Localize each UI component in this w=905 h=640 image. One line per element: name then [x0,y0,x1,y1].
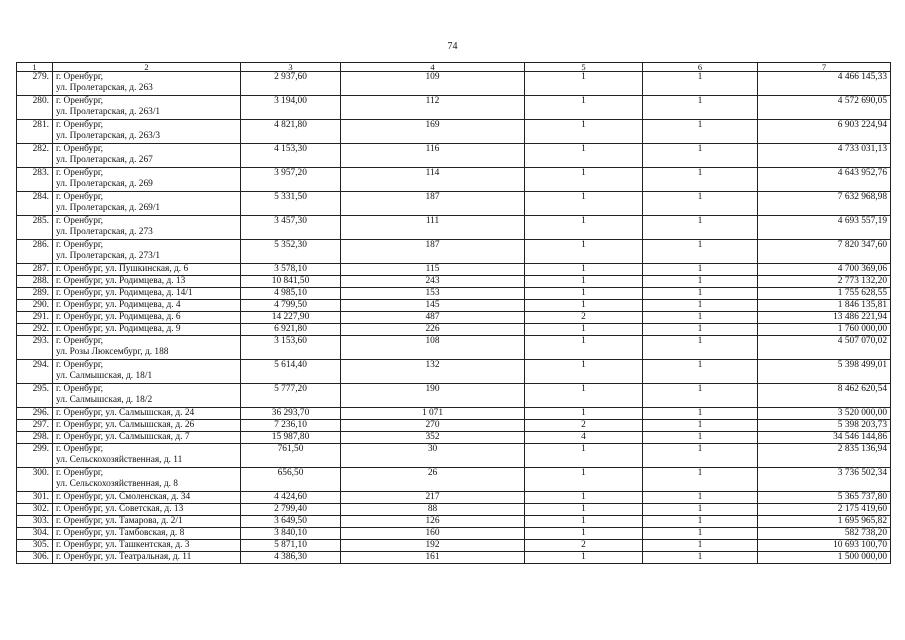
residents-cell: 30 [341,444,525,468]
header-cell: 7 [758,63,891,72]
table-row [17,324,891,336]
column-5-cell: 1 [525,240,643,264]
header-cell: 5 [525,63,643,72]
address-cell [53,384,241,408]
address-line: г. Оренбург, ул. Ташкентская, д. 3 [56,540,190,550]
header-cell: 6 [643,63,758,72]
address-line: ул. Розы Люксембург, д. 188 [56,347,169,357]
column-5-cell: 1 [525,168,643,192]
row-number-cell: 304. [17,528,53,540]
row-number-cell: 288. [17,276,53,288]
area-cell: 4 821,80 [241,120,341,144]
column-5-cell: 1 [525,408,643,420]
area-cell: 6 921,80 [241,324,341,336]
amount-cell: 1 755 628,55 [758,288,891,300]
amount-cell: 1 695 965,82 [758,516,891,528]
amount-cell: 8 462 620,54 [758,384,891,408]
column-6-cell: 1 [643,264,758,276]
row-number-cell: 303. [17,516,53,528]
address-cell [53,492,241,504]
address-line: г. Оренбург, ул. Театральная, д. 11 [56,552,192,562]
address-cell [53,468,241,492]
address-cell [53,72,241,96]
row-number-cell: 283. [17,168,53,192]
residents-cell: 126 [341,516,525,528]
area-cell: 3 153,60 [241,336,341,360]
address-cell [53,504,241,516]
area-cell: 5 331,50 [241,192,341,216]
area-cell: 4 799,50 [241,300,341,312]
row-number-cell: 299. [17,444,53,468]
address-line: г. Оренбург, ул. Салмышская, д. 26 [56,420,195,430]
column-6-cell: 1 [643,492,758,504]
column-5-cell: 1 [525,276,643,288]
column-number-header [17,63,891,72]
address-line: ул. Салмышская, д. 18/2 [56,395,153,405]
address-line: ул. Пролетарская, д. 263/1 [56,107,161,117]
amount-cell: 13 486 221,94 [758,312,891,324]
address-cell [53,420,241,432]
row-number-cell: 280. [17,96,53,120]
address-cell [53,120,241,144]
row-number-cell: 279. [17,72,53,96]
table-row [17,276,891,288]
column-5-cell: 2 [525,420,643,432]
column-5-cell: 1 [525,192,643,216]
residents-cell: 111 [341,216,525,240]
table-row [17,504,891,516]
row-number-cell: 291. [17,312,53,324]
amount-cell: 2 773 132,20 [758,276,891,288]
column-5-cell: 1 [525,120,643,144]
address-cell [53,240,241,264]
row-number-cell: 290. [17,300,53,312]
address-line: г. Оренбург, [56,216,104,226]
table-row [17,96,891,120]
column-5-cell: 1 [525,144,643,168]
address-line: г. Оренбург, [56,468,104,478]
row-number-cell: 297. [17,420,53,432]
address-line: г. Оренбург, [56,96,104,106]
address-cell [53,528,241,540]
row-number-cell: 289. [17,288,53,300]
address-line: ул. Пролетарская, д. 273/1 [56,251,161,261]
address-cell [53,360,241,384]
column-5-cell: 1 [525,516,643,528]
column-5-cell: 2 [525,312,643,324]
address-cell [53,444,241,468]
residents-cell: 192 [341,540,525,552]
residents-cell: 243 [341,276,525,288]
table-row [17,120,891,144]
column-5-cell: 1 [525,384,643,408]
column-6-cell: 1 [643,324,758,336]
address-cell [53,276,241,288]
address-line: ул. Пролетарская, д. 263/3 [56,131,161,141]
column-6-cell: 1 [643,408,758,420]
column-6-cell: 1 [643,444,758,468]
amount-cell: 5 398 499,01 [758,360,891,384]
address-line: ул. Пролетарская, д. 269 [56,179,153,189]
column-6-cell: 1 [643,384,758,408]
address-line: г. Оренбург, [56,444,104,454]
address-line: г. Оренбург, [56,336,104,346]
address-cell [53,300,241,312]
address-line: г. Оренбург, ул. Советская, д. 13 [56,504,184,514]
amount-cell: 1 500 000,00 [758,552,891,564]
residents-cell: 132 [341,360,525,384]
row-number-cell: 287. [17,264,53,276]
area-cell: 5 614,40 [241,360,341,384]
table-row [17,444,891,468]
address-line: г. Оренбург, ул. Родимцева, д. 6 [56,312,181,322]
area-cell: 14 227,90 [241,312,341,324]
table-row [17,72,891,96]
area-cell: 3 194,00 [241,96,341,120]
column-5-cell: 1 [525,288,643,300]
amount-cell: 4 643 952,76 [758,168,891,192]
address-line: г. Оренбург, ул. Пушкинская, д. 6 [56,264,189,274]
housing-table [16,62,891,564]
address-line: ул. Сельскохозяйственная, д. 11 [56,455,183,465]
address-line: г. Оренбург, [56,168,104,178]
address-line: ул. Пролетарская, д. 267 [56,155,153,165]
row-number-cell: 295. [17,384,53,408]
address-line: г. Оренбург, ул. Салмышская, д. 7 [56,432,190,442]
address-line: ул. Пролетарская, д. 263 [56,83,153,93]
area-cell: 5 352,30 [241,240,341,264]
residents-cell: 187 [341,192,525,216]
table-row [17,168,891,192]
address-cell [53,288,241,300]
column-6-cell: 1 [643,192,758,216]
row-number-cell: 305. [17,540,53,552]
table-row [17,312,891,324]
address-cell [53,264,241,276]
column-5-cell: 1 [525,504,643,516]
address-line: г. Оренбург, [56,360,104,370]
amount-cell: 2 175 419,60 [758,504,891,516]
area-cell: 7 236,10 [241,420,341,432]
column-5-cell: 1 [525,96,643,120]
area-cell: 3 457,30 [241,216,341,240]
column-5-cell: 1 [525,72,643,96]
header-cell: 4 [341,63,525,72]
header-cell: 1 [17,63,53,72]
residents-cell: 217 [341,492,525,504]
address-line: г. Оренбург, ул. Смоленская, д. 34 [56,492,191,502]
amount-cell: 3 520 000,00 [758,408,891,420]
address-line: г. Оренбург, ул. Родимцева, д. 9 [56,324,181,334]
amount-cell: 4 733 031,13 [758,144,891,168]
column-5-cell: 1 [525,336,643,360]
address-cell [53,168,241,192]
area-cell: 3 578,10 [241,264,341,276]
address-cell [53,552,241,564]
area-cell: 656,50 [241,468,341,492]
column-6-cell: 1 [643,240,758,264]
row-number-cell: 292. [17,324,53,336]
address-line: ул. Пролетарская, д. 273 [56,227,153,237]
area-cell: 2 799,40 [241,504,341,516]
header-cell: 3 [241,63,341,72]
address-line: г. Оренбург, [56,192,104,202]
area-cell: 761,50 [241,444,341,468]
residents-cell: 161 [341,552,525,564]
residents-cell: 116 [341,144,525,168]
area-cell: 3 840,10 [241,528,341,540]
column-6-cell: 1 [643,288,758,300]
column-6-cell: 1 [643,516,758,528]
row-number-cell: 282. [17,144,53,168]
residents-cell: 187 [341,240,525,264]
column-5-cell: 2 [525,540,643,552]
address-line: г. Оренбург, ул. Родимцева, д. 14/1 [56,288,193,298]
column-6-cell: 1 [643,420,758,432]
table-row [17,468,891,492]
row-number-cell: 301. [17,492,53,504]
column-6-cell: 1 [643,528,758,540]
column-5-cell: 1 [525,264,643,276]
residents-cell: 115 [341,264,525,276]
table-row [17,408,891,420]
column-6-cell: 1 [643,312,758,324]
address-cell [53,336,241,360]
column-6-cell: 1 [643,72,758,96]
residents-cell: 352 [341,432,525,444]
residents-cell: 114 [341,168,525,192]
column-5-cell: 1 [525,324,643,336]
address-line: г. Оренбург, ул. Салмышская, д. 24 [56,408,195,418]
address-line: г. Оренбург, [56,72,104,82]
column-6-cell: 1 [643,144,758,168]
residents-cell: 169 [341,120,525,144]
residents-cell: 190 [341,384,525,408]
table-row [17,360,891,384]
address-line: г. Оренбург, ул. Тамарова, д. 2/1 [56,516,183,526]
residents-cell: 145 [341,300,525,312]
column-6-cell: 1 [643,276,758,288]
amount-cell: 6 903 224,94 [758,120,891,144]
column-6-cell: 1 [643,168,758,192]
amount-cell: 34 546 144,86 [758,432,891,444]
amount-cell: 10 693 100,70 [758,540,891,552]
table-row [17,552,891,564]
residents-cell: 112 [341,96,525,120]
amount-cell: 7 820 347,60 [758,240,891,264]
amount-cell: 4 700 369,06 [758,264,891,276]
residents-cell: 108 [341,336,525,360]
residents-cell: 270 [341,420,525,432]
area-cell: 5 871,10 [241,540,341,552]
address-line: г. Оренбург, ул. Тамбовская, д. 8 [56,528,185,538]
row-number-cell: 298. [17,432,53,444]
page-number: 74 [447,41,458,52]
column-6-cell: 1 [643,468,758,492]
amount-cell: 7 632 968,98 [758,192,891,216]
table-row [17,492,891,504]
address-line: г. Оренбург, [56,240,104,250]
residents-cell: 153 [341,288,525,300]
residents-cell: 226 [341,324,525,336]
table-row [17,528,891,540]
row-number-cell: 306. [17,552,53,564]
column-6-cell: 1 [643,504,758,516]
column-6-cell: 1 [643,300,758,312]
column-6-cell: 1 [643,120,758,144]
area-cell: 3 649,50 [241,516,341,528]
column-6-cell: 1 [643,540,758,552]
residents-cell: 160 [341,528,525,540]
residents-cell: 1 071 [341,408,525,420]
address-cell [53,324,241,336]
row-number-cell: 281. [17,120,53,144]
amount-cell: 4 507 070,02 [758,336,891,360]
row-number-cell: 294. [17,360,53,384]
row-number-cell: 300. [17,468,53,492]
address-line: г. Оренбург, ул. Родимцева, д. 4 [56,300,181,310]
address-line: ул. Сельскохозяйственная, д. 8 [56,479,178,489]
area-cell: 15 987,80 [241,432,341,444]
area-cell: 2 937,60 [241,72,341,96]
address-cell [53,312,241,324]
row-number-cell: 286. [17,240,53,264]
address-cell [53,192,241,216]
area-cell: 5 777,20 [241,384,341,408]
address-line: г. Оренбург, [56,144,104,154]
amount-cell: 4 572 690,05 [758,96,891,120]
row-number-cell: 285. [17,216,53,240]
table-row [17,336,891,360]
column-5-cell: 1 [525,468,643,492]
residents-cell: 88 [341,504,525,516]
table-row [17,144,891,168]
table-row [17,192,891,216]
address-line: г. Оренбург, [56,120,104,130]
address-cell [53,432,241,444]
table-row [17,516,891,528]
address-line: ул. Салмышская, д. 18/1 [56,371,153,381]
amount-cell: 5 365 737,80 [758,492,891,504]
amount-cell: 582 738,20 [758,528,891,540]
column-5-cell: 1 [525,300,643,312]
column-5-cell: 1 [525,444,643,468]
column-6-cell: 1 [643,432,758,444]
column-6-cell: 1 [643,360,758,384]
address-cell [53,516,241,528]
residents-cell: 26 [341,468,525,492]
address-cell [53,216,241,240]
area-cell: 4 386,30 [241,552,341,564]
column-5-cell: 1 [525,360,643,384]
row-number-cell: 293. [17,336,53,360]
column-5-cell: 1 [525,216,643,240]
column-5-cell: 1 [525,552,643,564]
table-row [17,300,891,312]
area-cell: 3 957,20 [241,168,341,192]
column-5-cell: 1 [525,492,643,504]
area-cell: 36 293,70 [241,408,341,420]
header-cell: 2 [53,63,241,72]
column-5-cell: 1 [525,528,643,540]
column-6-cell: 1 [643,336,758,360]
address-line: г. Оренбург, ул. Родимцева, д. 13 [56,276,186,286]
address-cell [53,96,241,120]
area-cell: 4 985,10 [241,288,341,300]
amount-cell: 3 736 502,34 [758,468,891,492]
amount-cell: 1 760 000,00 [758,324,891,336]
address-cell [53,540,241,552]
area-cell: 4 153,30 [241,144,341,168]
residents-cell: 109 [341,72,525,96]
column-6-cell: 1 [643,552,758,564]
amount-cell: 5 398 203,73 [758,420,891,432]
table-row [17,240,891,264]
table-row [17,432,891,444]
address-cell [53,408,241,420]
table-row [17,264,891,276]
row-number-cell: 296. [17,408,53,420]
row-number-cell: 284. [17,192,53,216]
address-line: ул. Пролетарская, д. 269/1 [56,203,161,213]
area-cell: 10 841,50 [241,276,341,288]
row-number-cell: 302. [17,504,53,516]
area-cell: 4 424,60 [241,492,341,504]
amount-cell: 4 693 557,19 [758,216,891,240]
table-row [17,288,891,300]
table-row [17,540,891,552]
table-row [17,384,891,408]
residents-cell: 487 [341,312,525,324]
table-row [17,216,891,240]
column-6-cell: 1 [643,216,758,240]
amount-cell: 4 466 145,33 [758,72,891,96]
table-row [17,420,891,432]
amount-cell: 2 835 136,94 [758,444,891,468]
column-6-cell: 1 [643,96,758,120]
address-line: г. Оренбург, [56,384,104,394]
amount-cell: 1 846 135,81 [758,300,891,312]
address-cell [53,144,241,168]
column-5-cell: 4 [525,432,643,444]
